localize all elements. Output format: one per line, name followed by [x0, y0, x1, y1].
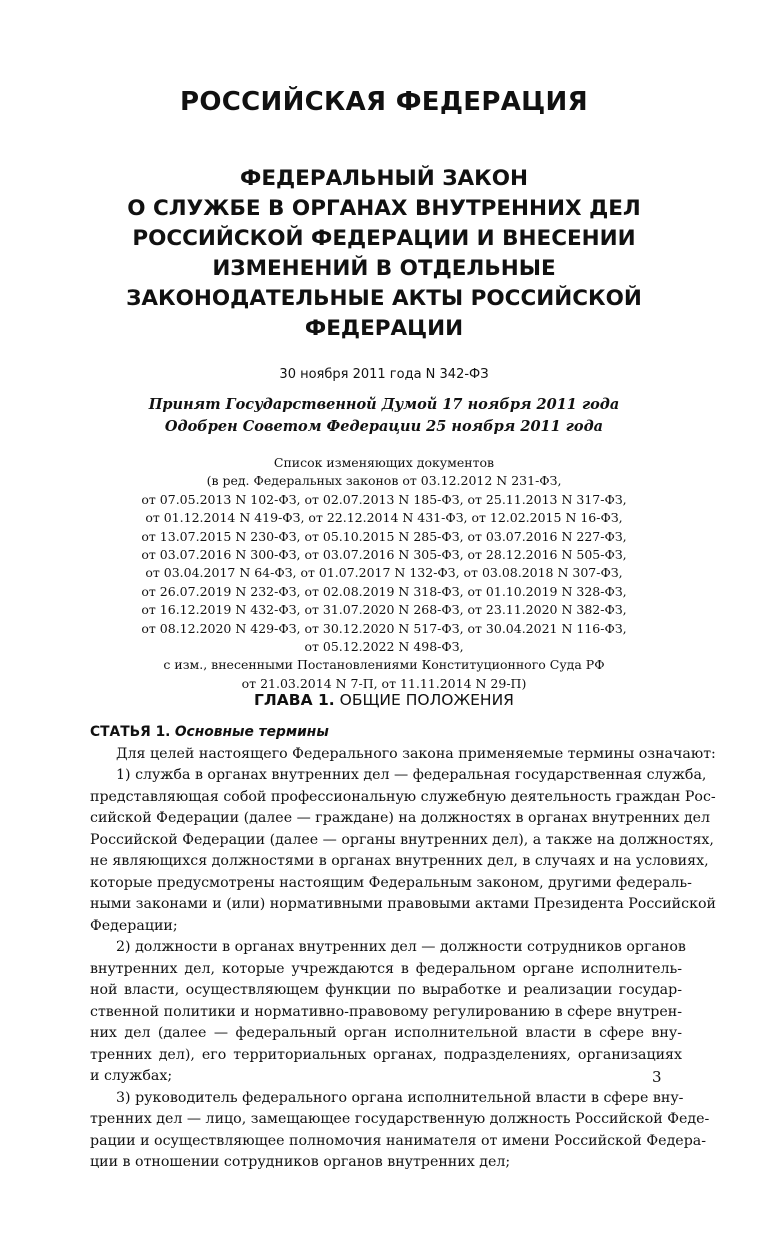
article-item: [90, 937, 686, 1088]
law-title: [0, 164, 768, 344]
law-title-line: ЗАКОНОДАТЕЛЬНЫЕ АКТЫ РОССИЙСКОЙ: [126, 286, 642, 311]
article-item: [90, 765, 716, 937]
amendment-line: от 08.12.2020 N 429-ФЗ, от 30.12.2020 N 517-ФЗ, от 30.04.2021 N 116-ФЗ,: [141, 620, 627, 636]
chapter-heading: [0, 688, 768, 712]
amendment-line: от 21.03.2014 N 7-П, от 11.11.2014 N 29-П): [241, 675, 527, 691]
paragraph-line: 1) служба в органах внутренних дел — федеральная государственная служба,: [116, 767, 707, 783]
paragraph-line: внутренних дел, которые учреждаются в федеральном органе исполнитель-: [90, 960, 682, 977]
paragraph-line: них дел (далее — федеральный орган исполнительной власти в сфере вну-: [90, 1025, 682, 1041]
chapter-number: ГЛАВА 1.: [254, 691, 335, 709]
article-item: [90, 1088, 710, 1174]
article-body: [90, 722, 716, 1174]
paragraph-line: тренних дел — лицо, замещающее государственную должность Российской Феде-: [90, 1111, 710, 1127]
paragraph-line: рации и осуществляющее полномочия нанимателя от имени Российской Федера-: [90, 1132, 707, 1149]
paragraph-line: Федерации;: [90, 917, 178, 934]
law-title-line: РОССИЙСКОЙ ФЕДЕРАЦИИ И ВНЕСЕНИИ: [132, 226, 636, 251]
law-date-number: 30 ноября 2011 года N 342-ФЗ: [279, 367, 489, 382]
paragraph-line: не являющихся должностями в органах внутренних дел, в случаях и на условиях,: [90, 853, 709, 869]
law-title-line: ФЕДЕРАЦИИ: [304, 316, 464, 341]
chapter-title: ОБЩИЕ ПОЛОЖЕНИЯ: [339, 691, 514, 709]
paragraph-line: Для целей настоящего Федерального закона применяемые термины означают:: [116, 745, 716, 762]
paragraph-line: 3) руководитель федерального органа исполнительной власти в сфере вну-: [116, 1089, 684, 1106]
law-header: [0, 80, 768, 693]
paragraph-line: ции в отношении сотрудников органов внутренних дел;: [90, 1154, 511, 1170]
adoption-info: [0, 394, 768, 438]
amendment-line: от 03.07.2016 N 300-ФЗ, от 03.07.2016 N 305-ФЗ, от 28.12.2016 N 505-ФЗ,: [141, 547, 627, 563]
adopted-duma: Принят Государственной Думой 17 ноября 2011 года: [148, 396, 620, 413]
law-title-line: О СЛУЖБЕ В ОРГАНАХ ВНУТРЕННИХ ДЕЛ: [127, 196, 641, 221]
paragraph-line: представляющая собой профессиональную служебную деятельность граждан Рос-: [90, 788, 716, 805]
page-number: 3: [652, 1068, 662, 1086]
country-title: РОССИЙСКАЯ ФЕДЕРАЦИЯ: [180, 87, 588, 117]
amendment-line: от 03.04.2017 N 64-ФЗ, от 01.07.2017 N 132-ФЗ, от 03.08.2018 N 307-ФЗ,: [145, 565, 623, 581]
law-title-line: ИЗМЕНЕНИЙ В ОТДЕЛЬНЫЕ: [212, 256, 556, 281]
amendment-line: от 05.12.2022 N 498-ФЗ,: [304, 639, 464, 655]
amendment-line: от 07.05.2013 N 102-ФЗ, от 02.07.2013 N 185-ФЗ, от 25.11.2013 N 317-ФЗ,: [141, 491, 627, 507]
approved-council: Одобрен Советом Федерации 25 ноября 2011 года: [164, 418, 604, 435]
amendment-line: с изм., внесенными Постановлениями Конституционного Суда РФ: [163, 657, 605, 673]
paragraph-line: Российской Федерации (далее — органы внутренних дел), а также на должностях,: [90, 831, 714, 848]
amendment-line: от 13.07.2015 N 230-ФЗ, от 05.10.2015 N 285-ФЗ, от 03.07.2016 N 227-ФЗ,: [141, 528, 627, 544]
amendment-line: (в ред. Федеральных законов от 03.12.2012 N 231-ФЗ,: [206, 473, 562, 489]
paragraph-line: ной власти, осуществляющем функции по выработке и реализации государ-: [90, 982, 682, 998]
article-intro: [90, 744, 716, 766]
paragraph-line: которые предусмотрены настоящим Федеральным законом, другими федераль-: [90, 874, 692, 891]
article-title: Основные термины: [174, 724, 329, 740]
amendment-line: от 26.07.2019 N 232-ФЗ, от 02.08.2019 N 318-ФЗ, от 01.10.2019 N 328-ФЗ,: [141, 583, 627, 599]
paragraph-line: и службах;: [90, 1068, 173, 1084]
paragraph-line: ными законами и (или) нормативными правовыми актами Президента Российской: [90, 896, 716, 912]
amendment-line: от 01.12.2014 N 419-ФЗ, от 22.12.2014 N 431-ФЗ, от 12.02.2015 N 16-ФЗ,: [145, 510, 623, 526]
article-number: СТАТЬЯ 1.: [90, 724, 171, 740]
paragraph-line: сийской Федерации (далее — граждане) на должностях в органах внутренних дел: [90, 810, 711, 826]
paragraph-line: ственной политики и нормативно-правовому регулированию в сфере внутрен-: [90, 1003, 682, 1020]
amendment-line: Список изменяющих документов: [273, 455, 495, 470]
amendment-line: от 16.12.2019 N 432-ФЗ, от 31.07.2020 N 268-ФЗ, от 23.11.2020 N 382-ФЗ,: [141, 602, 627, 618]
article-heading: [90, 722, 682, 744]
paragraph-line: 2) должности в органах внутренних дел — должности сотрудников органов: [116, 939, 686, 955]
amendments-list: [0, 454, 768, 693]
paragraph-line: тренних дел), его территориальных органах, подразделениях, организациях: [90, 1046, 682, 1063]
law-title-line: ФЕДЕРАЛЬНЫЙ ЗАКОН: [240, 166, 528, 191]
